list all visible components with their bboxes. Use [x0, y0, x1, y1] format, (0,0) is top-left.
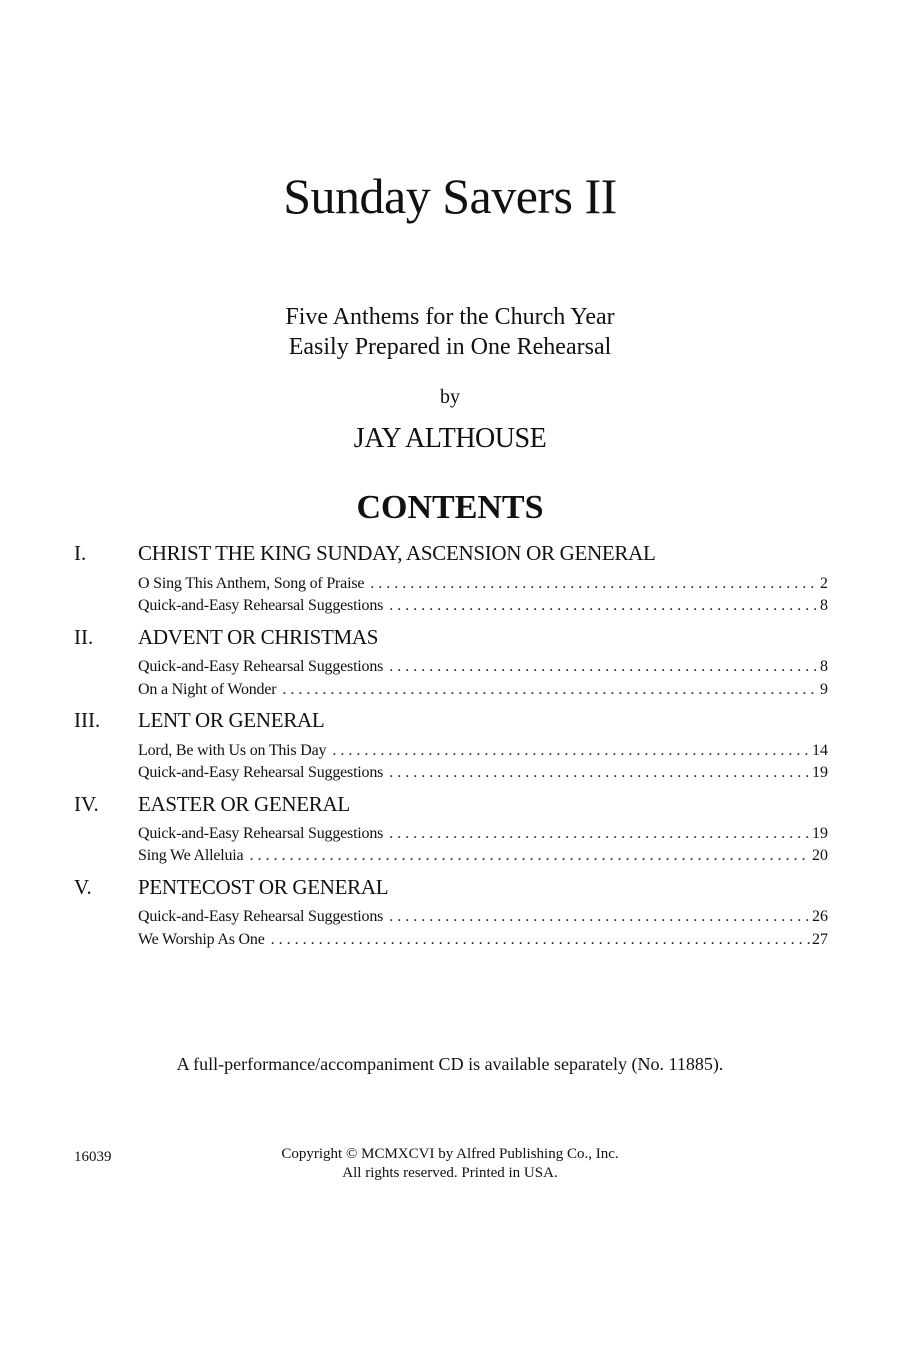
dot-leader [271, 929, 810, 951]
contents-entry [138, 573, 828, 595]
contents-entry [138, 845, 828, 867]
dot-leader [370, 573, 816, 595]
entry-page-number: 20 [812, 847, 828, 864]
section-title: ADVENT OR CHRISTMAS [138, 625, 379, 649]
entry-title: Quick-and-Easy Rehearsal Suggestions [138, 825, 384, 842]
cd-availability-note: A full-performance/accompaniment CD is available separately (No. 11885). [176, 1054, 724, 1074]
section-numeral: I. [74, 541, 87, 565]
subtitle-line-2: Easily Prepared in One Rehearsal [288, 334, 612, 360]
subtitle-line-1: Five Anthems for the Church Year [285, 304, 615, 330]
entry-page-number: 27 [812, 931, 828, 948]
entry-title: Lord, Be with Us on This Day [138, 742, 327, 759]
contents-entry [138, 679, 828, 701]
entry-title: On a Night of Wonder [138, 681, 277, 698]
contents-entry [138, 740, 828, 762]
dot-leader [332, 740, 810, 762]
entry-title: Quick-and-Easy Rehearsal Suggestions [138, 764, 384, 781]
entry-page-number: 8 [820, 658, 828, 675]
entry-title: Quick-and-Easy Rehearsal Suggestions [138, 908, 384, 925]
contents-entry [138, 595, 828, 617]
entry-title: We Worship As One [138, 931, 265, 948]
section-numeral: II. [74, 625, 94, 649]
dot-leader [249, 845, 810, 867]
section-title: CHRIST THE KING SUNDAY, ASCENSION OR GENERAL [138, 541, 656, 565]
entry-title: Sing We Alleluia [138, 847, 244, 864]
section-numeral: IV. [74, 792, 99, 816]
entry-page-number: 19 [812, 825, 828, 842]
entry-page-number: 2 [820, 575, 828, 592]
section-title: PENTECOST OR GENERAL [138, 875, 389, 899]
contents-entry [138, 906, 828, 928]
dot-leader [389, 762, 810, 784]
entry-page-number: 26 [812, 908, 828, 925]
contents-entry [138, 929, 828, 951]
contents-entry [138, 823, 828, 845]
book-title: Sunday Savers II [283, 168, 617, 224]
entry-page-number: 9 [820, 681, 828, 698]
contents-heading: CONTENTS [356, 489, 544, 526]
entry-title: Quick-and-Easy Rehearsal Suggestions [138, 658, 384, 675]
contents-entry [138, 762, 828, 784]
section-numeral: III. [74, 708, 101, 732]
copyright-line-2: All rights reserved. Printed in USA. [342, 1165, 558, 1181]
author-name: JAY ALTHOUSE [353, 423, 547, 454]
section-title: LENT OR GENERAL [138, 708, 325, 732]
dot-leader [389, 823, 810, 845]
entry-title: Quick-and-Easy Rehearsal Suggestions [138, 597, 384, 614]
copyright-line-1: Copyright © MCMXCVI by Alfred Publishing Co., Inc. [281, 1146, 619, 1162]
dot-leader [282, 679, 816, 701]
entry-page-number: 8 [820, 597, 828, 614]
contents-entry [138, 656, 828, 678]
dot-leader [389, 656, 816, 678]
dot-leader [389, 595, 816, 617]
entry-page-number: 14 [812, 742, 828, 759]
section-numeral: V. [74, 875, 92, 899]
section-title: EASTER OR GENERAL [138, 792, 350, 816]
entry-title: O Sing This Anthem, Song of Praise [138, 575, 365, 592]
dot-leader [389, 906, 810, 928]
by-label: by [440, 386, 460, 408]
entry-page-number: 19 [812, 764, 828, 781]
catalog-number: 16039 [74, 1149, 112, 1165]
